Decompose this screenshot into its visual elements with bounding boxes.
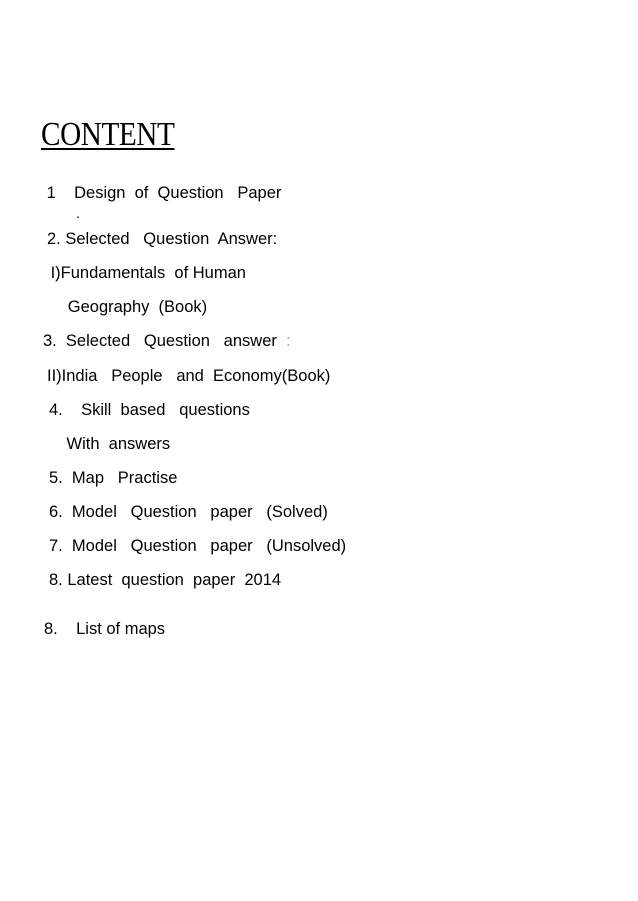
list-item: II)India People and Economy(Book)	[47, 367, 331, 385]
list-item: 1 Design of Question Paper	[42, 184, 282, 202]
page-title: CONTENT	[41, 116, 175, 153]
list-item: 2. Selected Question Answer:	[47, 230, 278, 248]
list-item-text: 3. Selected Question answer	[43, 332, 287, 350]
list-item: Geography (Book)	[54, 298, 208, 316]
list-item: 5. Map Practise	[49, 469, 178, 487]
dot-mark: .	[76, 205, 80, 221]
list-item: 4. Skill based questions	[49, 401, 250, 419]
list-item: 7. Model Question paper (Unsolved)	[49, 537, 347, 555]
list-item: I)Fundamentals of Human	[46, 264, 246, 282]
list-item	[43, 331, 291, 351]
trailing-colon: :	[286, 332, 291, 350]
list-item: 6. Model Question paper (Solved)	[49, 503, 328, 521]
list-item: 8. Latest question paper 2014	[49, 571, 282, 589]
list-item: 8. List of maps	[44, 620, 166, 638]
list-item: With answers	[39, 435, 171, 453]
